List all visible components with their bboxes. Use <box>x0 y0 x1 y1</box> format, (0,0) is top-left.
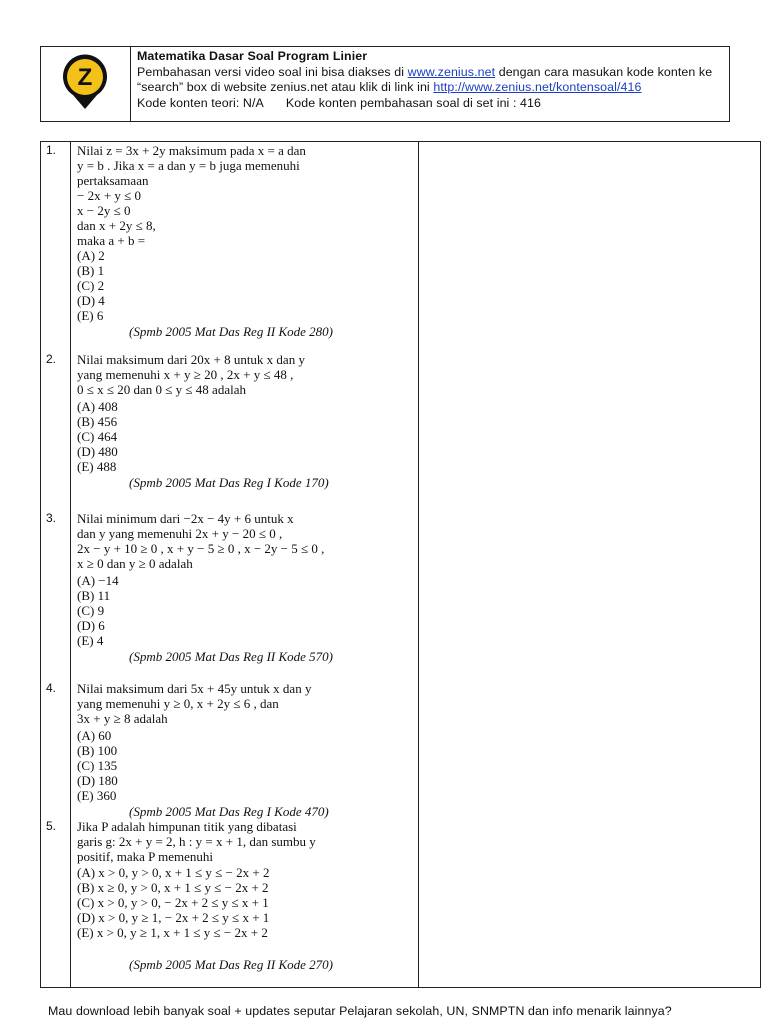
question-body: Nilai maksimum dari 5x + 45y untuk x dan y yang memenuhi y ≥ 0, x + 2y ≤ 6 , dan 3x + y ≥ 8 adalah (A) 60 (B) 100 (C) 135 (D) 180 (E) 360 (Spmb 2005 Mat Das Reg I Kode 470) <box>77 681 417 819</box>
option: (E) 4 <box>77 633 104 648</box>
logo-cell <box>41 47 131 121</box>
doc-title: Matematika Dasar Soal Program Linier <box>137 49 368 63</box>
option: (C) 464 <box>77 429 118 444</box>
question-body: Nilai minimum dari −2x − 4y + 6 untuk x dan y yang memenuhi 2x + y − 20 ≤ 0 , 2x − y + 10 ≥ 0 , x + y − 5 ≥ 0 , x − 2y − 5 ≤ 0 , x ≥ 0 dan y ≥ 0 adalah (A) −14 (B) 11 (C) 9 (D) 6 (E) 4 (Spmb 2005 Mat Das Reg II Kode 570) <box>77 511 417 664</box>
question-source: (Spmb 2005 Mat Das Reg II Kode 270) <box>129 957 333 972</box>
option: (A) −14 <box>77 573 119 588</box>
option: (E) 488 <box>77 459 117 474</box>
column-divider-answer <box>418 142 419 987</box>
option: (B) 11 <box>77 588 111 603</box>
question-body: Nilai maksimum dari 20x + 8 untuk x dan y yang memenuhi x + y ≥ 20 , 2x + y ≤ 48 , 0 ≤ x ≤ 20 dan 0 ≤ y ≤ 48 adalah (A) 408 (B) 456 (C) 464 (D) 480 (E) 488 (Spmb 2005 Mat Das Reg I Kode 170) <box>77 352 417 490</box>
option: (A) x > 0, y > 0, x + 1 ≤ y ≤ − 2x + 2 <box>77 865 270 880</box>
question-number: 5. <box>46 819 57 833</box>
header-line-3: “search” box di website zenius.net atau klik di link ini http://www.zenius.net/kontensoal/416 <box>137 80 642 94</box>
kontensoal-link[interactable]: http://www.zenius.net/kontensoal/416 <box>433 80 642 94</box>
zenius-logo <box>59 51 111 111</box>
option: (E) 360 <box>77 788 117 803</box>
question-body: Nilai z = 3x + 2y maksimum pada x = a dan y = b . Jika x = a dan y = b juga memenuhi pertaksamaan − 2x + y ≤ 0 x − 2y ≤ 0 dan x + 2y ≤ 8, maka a + b = (A) 2 (B) 1 (C) 2 (D) 4 (E) 6 (Spmb 2005 Mat Das Reg II Kode 280) <box>77 143 417 339</box>
zenius-link[interactable]: www.zenius.net <box>407 64 496 79</box>
question-source: (Spmb 2005 Mat Das Reg I Kode 170) <box>129 475 329 490</box>
question-body: Jika P adalah himpunan titik yang dibatasi garis g: 2x + y = 2, h : y = x + 1, dan sumbu y positif, maka P memenuhi (A) x > 0, y > 0, x + 1 ≤ y ≤ − 2x + 2 (B) x ≥ 0, y > 0, x + 1 ≤ y ≤ − 2x + 2 (C) x > 0, y > 0, − 2x + 2 ≤ y ≤ x + 1 (D) x > 0, y ≥ 1, − 2x + 2 ≤ y ≤ x + 1 (E) x > 0, y ≥ 1, x + 1 ≤ y ≤ − 2x + 2 (Spmb 2005 Mat Das Reg II Kode 270) <box>77 819 417 972</box>
option: (D) x > 0, y ≥ 1, − 2x + 2 ≤ y ≤ x + 1 <box>77 910 270 925</box>
option: (B) 1 <box>77 263 105 278</box>
option: (D) 4 <box>77 293 105 308</box>
option: (E) 6 <box>77 308 104 323</box>
option: (E) x > 0, y ≥ 1, x + 1 ≤ y ≤ − 2x + 2 <box>77 925 268 940</box>
option: (A) 408 <box>77 399 118 414</box>
question-source: (Spmb 2005 Mat Das Reg II Kode 280) <box>129 324 333 339</box>
option: (B) 100 <box>77 743 118 758</box>
question-source: (Spmb 2005 Mat Das Reg I Kode 470) <box>129 804 329 819</box>
option: (B) x ≥ 0, y > 0, x + 1 ≤ y ≤ − 2x + 2 <box>77 880 269 895</box>
option: (A) 60 <box>77 728 112 743</box>
option: (D) 6 <box>77 618 105 633</box>
header-box <box>40 46 730 122</box>
option: (A) 2 <box>77 248 105 263</box>
header-text <box>131 47 712 121</box>
option: (C) 2 <box>77 278 105 293</box>
footer-promo: Mau download lebih banyak soal + updates seputar Pelajaran sekolah, UN, SNMPTN dan info menarik lainnya? <box>48 1004 672 1018</box>
option: (B) 456 <box>77 414 118 429</box>
question-number: 3. <box>46 511 57 525</box>
svg-text:Z: Z <box>77 64 93 91</box>
question-number: 2. <box>46 352 57 366</box>
question-number: 4. <box>46 681 57 695</box>
column-divider-number <box>70 142 71 987</box>
question-table <box>40 141 761 988</box>
header-line-2: Pembahasan versi video soal ini bisa diakses di www.zenius.net dengan cara masukan kode konten ke <box>137 64 713 79</box>
option: (C) 9 <box>77 603 105 618</box>
option: (C) x > 0, y > 0, − 2x + 2 ≤ y ≤ x + 1 <box>77 895 269 910</box>
option: (C) 135 <box>77 758 118 773</box>
header-line-4: Kode konten teori: N/A Kode konten pembahasan soal di set ini : 416 <box>137 95 542 110</box>
question-source: (Spmb 2005 Mat Das Reg II Kode 570) <box>129 649 333 664</box>
option: (D) 480 <box>77 444 118 459</box>
question-number: 1. <box>46 143 57 157</box>
option: (D) 180 <box>77 773 118 788</box>
